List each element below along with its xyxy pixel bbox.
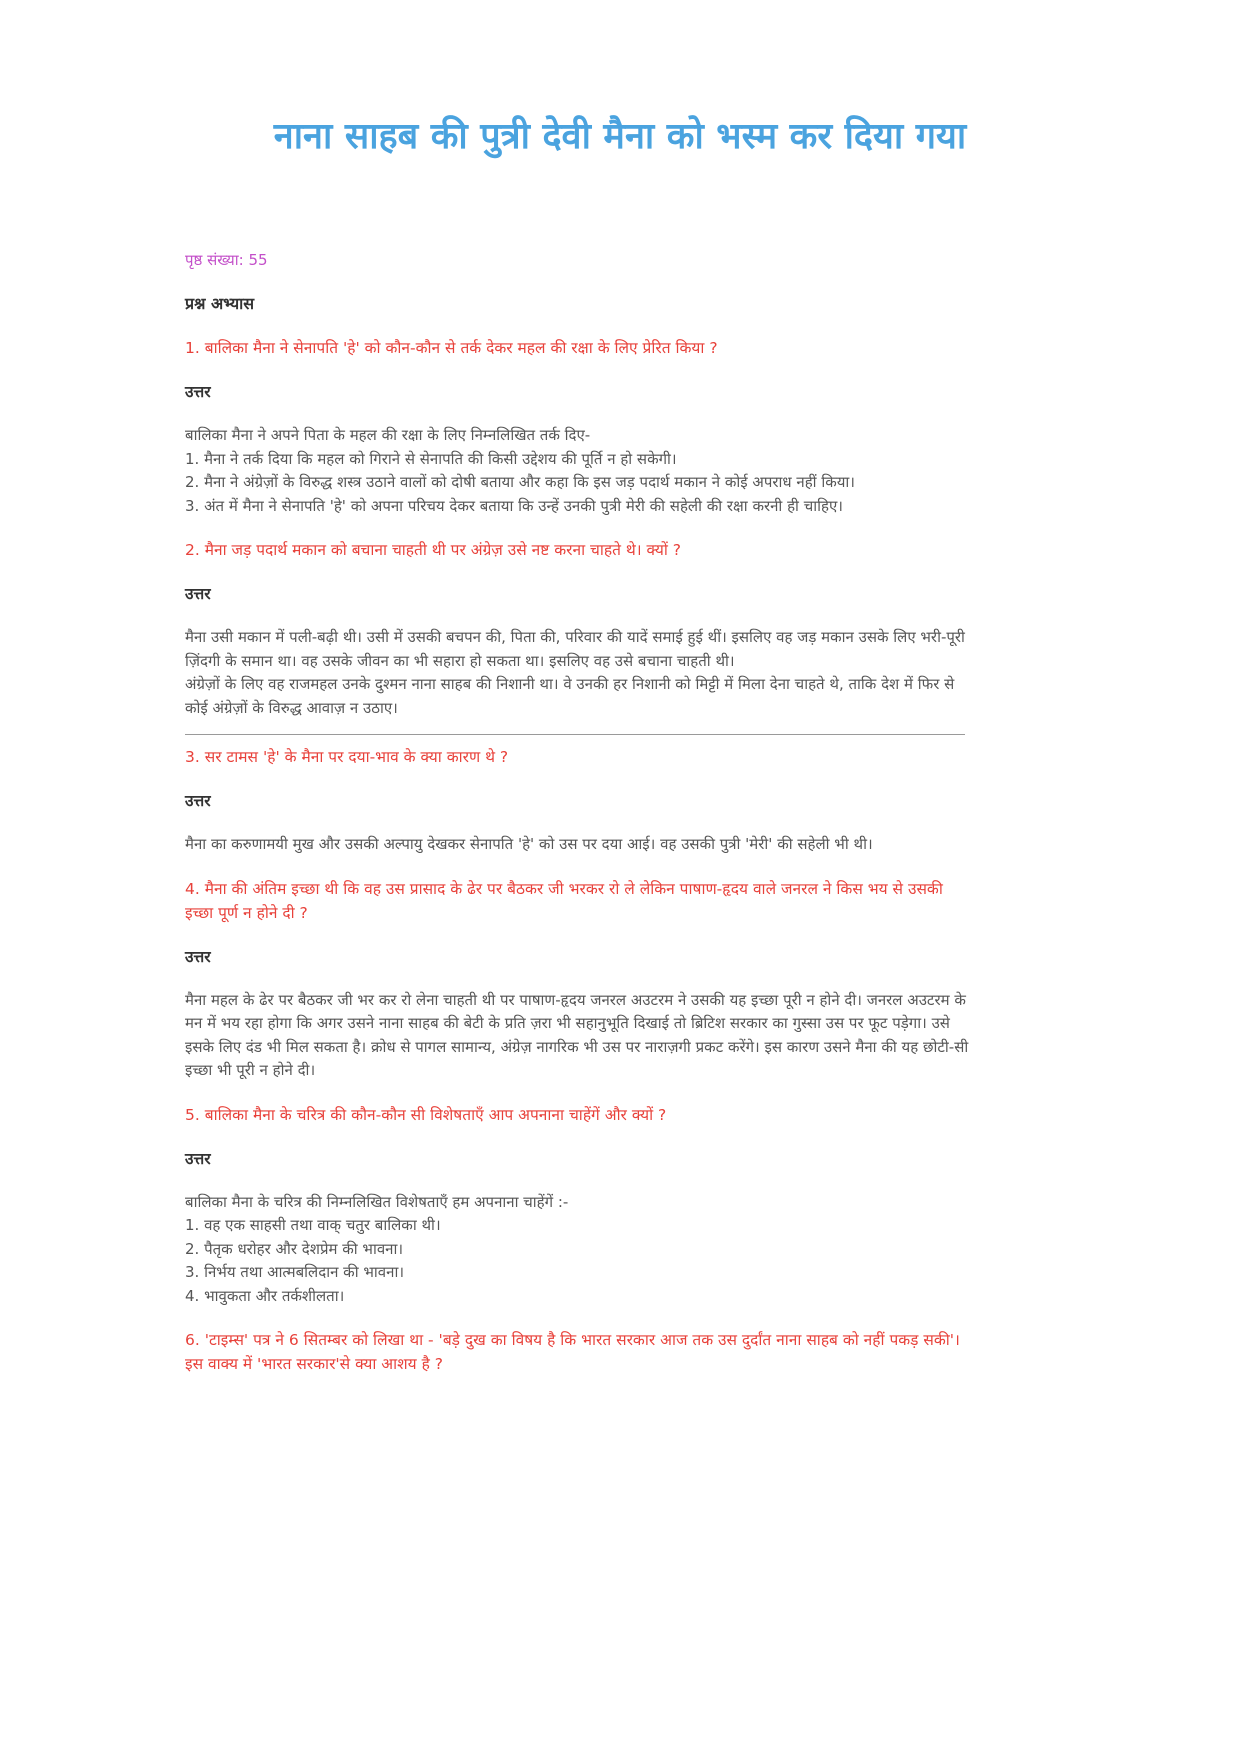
answer-line: मैना का करुणामयी मुख और उसकी अल्पायु देखकर सेनापति 'हे' को उस पर दया आई। वह उसकी पुत्री 'मेरी' की सहेली भी थी। (185, 835, 873, 853)
answer-1 (185, 424, 975, 518)
answer-line: 1. वह एक साहसी तथा वाक् चतुर बालिका थी। (185, 1216, 441, 1234)
answer-line: बालिका मैना ने अपने पिता के महल की रक्षा के लिए निम्नलिखित तर्क दिए- (185, 426, 591, 444)
horizontal-divider (185, 734, 965, 735)
question-5: 5. बालिका मैना के चरित्र की कौन-कौन सी विशेषताएँ आप अपनाना चाहेंगें और क्यों ? (185, 1105, 667, 1124)
section-heading: प्रश्न अभ्यास (185, 294, 255, 313)
answer-label: उत्तर (185, 383, 211, 401)
answer-label: उत्तर (185, 1149, 211, 1168)
answer-label: उत्तर (185, 947, 211, 966)
answer-5 (185, 1191, 975, 1309)
question-6: 6. 'टाइम्स' पत्र ने 6 सितम्बर को लिखा था - 'बड़े दुख का विषय है कि भारत सरकार आज तक उस दुर्दांत नाना साहब को नहीं पकड़ सकी'। इस वाक्य में 'भारत सरकार'से क्या आशय है ? (185, 1331, 960, 1373)
answer-4 (185, 989, 975, 1083)
answer-label: उत्तर (185, 792, 211, 810)
page-title: नाना साहब की पुत्री देवी मैना को भस्म कर दिया गया (273, 116, 967, 157)
answer-2 (185, 626, 975, 720)
answer-line: मैना महल के ढेर पर बैठकर जी भर कर रो लेना चाहती थी पर पाषाण-हृदय जनरल अउटरम ने उसकी यह इच्छा पूरी न होने दी। जनरल अउटरम के मन में भय रहा होगा कि अगर उसने नाना साहब की बेटी के प्रति ज़रा भी सहानुभूति दिखाई तो ब्रिटिश सरकार का गुस्सा उस पर फूट पड़ेगा। उसे इसके लिए दंड भी मिल सकता है। क्रोध से पागल सामान्य, अंग्रेज़ नागरिक भी उस पर नाराज़गी प्रकट करेंगे। इस कारण उसने मैना की यह छोटी-सी इच्छा भी पूरी न होने दी। (185, 990, 969, 1079)
content-body (185, 250, 975, 1396)
answer-line: बालिका मैना के चरित्र की निम्नलिखित विशेषताएँ हम अपनाना चाहेंगें :- (185, 1192, 569, 1211)
question-4: 4. मैना की अंतिम इच्छा थी कि वह उस प्रासाद के ढेर पर बैठकर जी भरकर रो ले लेकिन पाषाण-हृदय वाले जनरल ने किस भय से उसकी इच्छा पूर्ण न होने दी ? (185, 879, 943, 922)
answer-label: उत्तर (185, 585, 211, 603)
answer-line: 1. मैना ने तर्क दिया कि महल को गिराने से सेनापति की किसी उद्देशय की पूर्ति न हो सकेगी। (185, 449, 677, 468)
answer-line: 4. भावुकता और तर्कशीलता। (185, 1286, 345, 1305)
question-2: 2. मैना जड़ पदार्थ मकान को बचाना चाहती थी पर अंग्रेज़ उसे नष्ट करना चाहते थे। क्यों ? (185, 541, 682, 559)
answer-line: 2. पैतृक धरोहर और देशप्रेम की भावना। (185, 1239, 404, 1258)
answer-line: 2. मैना ने अंग्रेज़ों के विरुद्ध शस्त्र उठाने वालों को दोषी बताया और कहा कि इस जड़ पदार्थ मकान ने कोई अपराध नहीं किया। (185, 473, 855, 491)
answer-3 (185, 833, 975, 857)
answer-line: 3. निर्भय तथा आत्मबलिदान की भावना। (185, 1263, 405, 1281)
question-3: 3. सर टामस 'हे' के मैना पर दया-भाव के क्या कारण थे ? (185, 748, 509, 766)
answer-line: अंग्रेज़ों के लिए वह राजमहल उनके दुश्मन नाना साहब की निशानी था। वे उनकी हर निशानी को मिट्टी में मिला देना चाहते थे, ताकि देश में फिर से कोई अंग्रेज़ों के विरुद्ध आवाज़ न उठाए। (185, 675, 955, 717)
answer-line: 3. अंत में मैना ने सेनापति 'हे' को अपना परिचय देकर बताया कि उन्हें उनकी पुत्री मेरी की सहेली की रक्षा करनी ही चाहिए। (185, 496, 843, 515)
answer-line: मैना उसी मकान में पली-बढ़ी थी। उसी में उसकी बचपन की, पिता की, परिवार की यादें समाई हुई थीं। इसलिए वह जड़ मकान उसके लिए भरी-पूरी ज़िंदगी के समान था। वह उसके जीवन का भी सहारा हो सकता था। इसलिए वह उसे बचाना चाहती थी। (185, 628, 965, 670)
question-1: 1. बालिका मैना ने सेनापति 'हे' को कौन-कौन से तर्क देकर महल की रक्षा के लिए प्रेरित किया ? (185, 339, 718, 357)
page-number: पृष्ठ संख्या: 55 (185, 251, 268, 269)
